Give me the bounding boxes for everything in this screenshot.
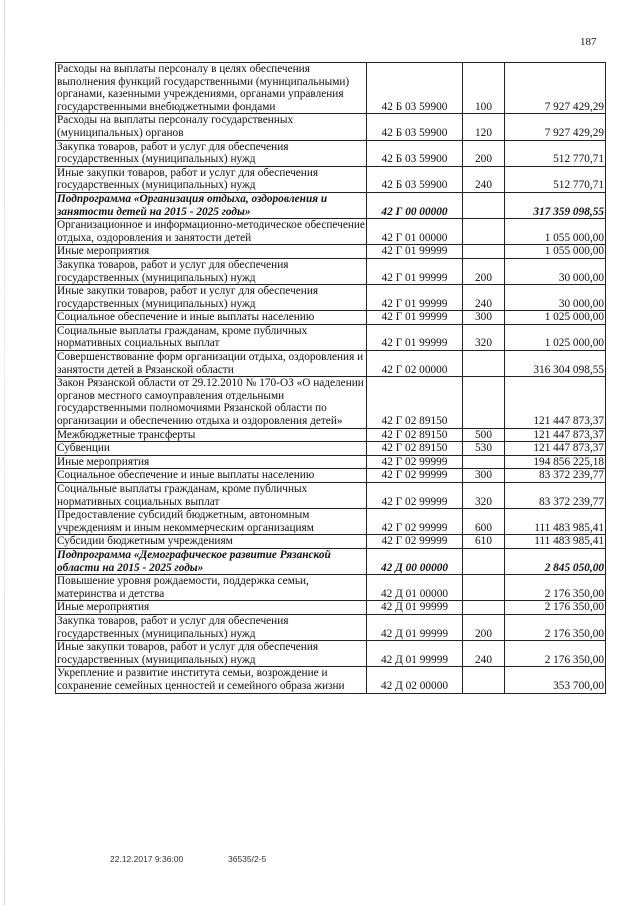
table-row xyxy=(56,258,606,284)
row-name: Социальное обеспечение и иные выплаты населению xyxy=(56,469,367,483)
row-name: Иные мероприятия xyxy=(56,245,367,259)
table-row xyxy=(56,575,606,601)
row-expense-type xyxy=(463,548,505,574)
row-name: Иные закупки товаров, работ и услуг для обеспечения государственных (муниципальных) нужд xyxy=(56,285,367,311)
row-expense-type: 200 xyxy=(463,140,505,166)
table-row xyxy=(56,245,606,259)
row-code: 42 Д 01 99999 xyxy=(367,641,463,667)
row-name: Предоставление субсидий бюджетным, автономным учреждениям и иным некоммерческим организациям xyxy=(56,509,367,535)
row-expense-type: 600 xyxy=(463,509,505,535)
row-expense-type: 300 xyxy=(463,311,505,325)
table-row xyxy=(56,166,606,192)
row-code: 42 Б 03 59900 xyxy=(367,140,463,166)
row-sum: 353 700,00 xyxy=(505,667,606,693)
row-code: 42 Г 01 99999 xyxy=(367,285,463,311)
row-name: Закупка товаров, работ и услуг для обеспечения государственных (муниципальных) нужд xyxy=(56,614,367,640)
row-code: 42 Б 03 59900 xyxy=(367,166,463,192)
table-row xyxy=(56,428,606,442)
row-sum: 512 770,71 xyxy=(505,140,606,166)
row-name: Совершенствование форм организации отдыха, оздоровления и занятости детей в Рязанской области xyxy=(56,351,367,377)
row-code: 42 Д 01 99999 xyxy=(367,601,463,615)
row-sum: 30 000,00 xyxy=(505,258,606,284)
row-sum: 7 927 429,29 xyxy=(505,63,606,114)
row-code: 42 Г 01 00000 xyxy=(367,219,463,245)
row-expense-type: 120 xyxy=(463,114,505,140)
row-expense-type: 240 xyxy=(463,166,505,192)
row-name: Социальные выплаты гражданам, кроме публичных нормативных социальных выплат xyxy=(56,483,367,509)
row-sum: 1 025 000,00 xyxy=(505,324,606,350)
row-name: Иные мероприятия xyxy=(56,455,367,469)
row-sum: 2 845 050,00 xyxy=(505,548,606,574)
row-name: Субсидии бюджетным учреждениям xyxy=(56,535,367,549)
row-expense-type xyxy=(463,667,505,693)
row-code: 42 Г 02 99999 xyxy=(367,509,463,535)
row-code: 42 Д 00 00000 xyxy=(367,548,463,574)
budget-table-body xyxy=(56,63,606,694)
row-name: Иные мероприятия xyxy=(56,601,367,615)
row-name: Иные закупки товаров, работ и услуг для обеспечения государственных (муниципальных) нужд xyxy=(56,166,367,192)
table-row xyxy=(56,614,606,640)
row-expense-type xyxy=(463,192,505,218)
table-row xyxy=(56,63,606,114)
table-row xyxy=(56,377,606,428)
row-name: Повышение уровня рождаемости, поддержка семьи, материнства и детства xyxy=(56,575,367,601)
row-expense-type: 610 xyxy=(463,535,505,549)
row-sum: 121 447 873,37 xyxy=(505,377,606,428)
footer-datetime: 22.12.2017 9:36:00 xyxy=(110,854,184,864)
row-sum: 2 176 350,00 xyxy=(505,614,606,640)
row-expense-type: 320 xyxy=(463,324,505,350)
row-code: 42 Г 01 99999 xyxy=(367,258,463,284)
table-row xyxy=(56,114,606,140)
row-name: Расходы на выплаты персоналу государственных (муниципальных) органов xyxy=(56,114,367,140)
row-sum: 30 000,00 xyxy=(505,285,606,311)
row-name: Социальные выплаты гражданам, кроме публичных нормативных социальных выплат xyxy=(56,324,367,350)
row-sum: 512 770,71 xyxy=(505,166,606,192)
row-sum: 121 447 873,37 xyxy=(505,442,606,456)
row-expense-type xyxy=(463,601,505,615)
row-expense-type xyxy=(463,219,505,245)
row-expense-type xyxy=(463,351,505,377)
row-name: Социальное обеспечение и иные выплаты населению xyxy=(56,311,367,325)
table-row xyxy=(56,442,606,456)
row-name: Подпрограмма «Демографическое развитие Рязанской области на 2015 - 2025 годы» xyxy=(56,548,367,574)
row-expense-type: 530 xyxy=(463,442,505,456)
row-code: 42 Г 02 99999 xyxy=(367,535,463,549)
table-row xyxy=(56,311,606,325)
row-expense-type: 500 xyxy=(463,428,505,442)
table-row xyxy=(56,667,606,693)
row-sum: 121 447 873,37 xyxy=(505,428,606,442)
row-name: Межбюджетные трансферты xyxy=(56,428,367,442)
table-row xyxy=(56,641,606,667)
row-code: 42 Б 03 59900 xyxy=(367,114,463,140)
row-sum: 317 359 098,55 xyxy=(505,192,606,218)
row-name: Укрепление и развитие института семьи, возрождение и сохранение семейных ценностей и семейного образа жизни xyxy=(56,667,367,693)
row-expense-type: 300 xyxy=(463,469,505,483)
row-expense-type: 200 xyxy=(463,614,505,640)
row-sum: 2 176 350,00 xyxy=(505,641,606,667)
scan-edge xyxy=(4,0,5,905)
table-row xyxy=(56,535,606,549)
row-code: 42 Б 03 59900 xyxy=(367,63,463,114)
footer-doc-code: 36535/2-5 xyxy=(228,854,267,864)
row-expense-type xyxy=(463,575,505,601)
page-number: 187 xyxy=(580,36,597,48)
row-code: 42 Д 02 00000 xyxy=(367,667,463,693)
row-code: 42 Г 02 89150 xyxy=(367,442,463,456)
row-expense-type: 240 xyxy=(463,641,505,667)
budget-table xyxy=(55,62,606,694)
row-name: Расходы на выплаты персоналу в целях обеспечения выполнения функций государственными (муниципальными) органами, казенными учреждениями, органами управления государственными внебюджетными фондами xyxy=(56,63,367,114)
row-sum: 1 025 000,00 xyxy=(505,311,606,325)
row-code: 42 Д 01 99999 xyxy=(367,614,463,640)
row-expense-type xyxy=(463,245,505,259)
row-expense-type: 320 xyxy=(463,483,505,509)
table-row xyxy=(56,351,606,377)
row-sum: 2 176 350,00 xyxy=(505,575,606,601)
row-expense-type: 240 xyxy=(463,285,505,311)
row-code: 42 Г 02 89150 xyxy=(367,428,463,442)
row-name: Закупка товаров, работ и услуг для обеспечения государственных (муниципальных) нужд xyxy=(56,140,367,166)
row-code: 42 Д 01 00000 xyxy=(367,575,463,601)
row-name: Подпрограмма «Организация отдыха, оздоровления и занятости детей на 2015 - 2025 годы» xyxy=(56,192,367,218)
row-sum: 1 055 000,00 xyxy=(505,219,606,245)
row-sum: 7 927 429,29 xyxy=(505,114,606,140)
table-row xyxy=(56,548,606,574)
row-code: 42 Г 02 89150 xyxy=(367,377,463,428)
row-expense-type: 100 xyxy=(463,63,505,114)
row-code: 42 Г 00 00000 xyxy=(367,192,463,218)
row-name: Субвенции xyxy=(56,442,367,456)
row-code: 42 Г 01 99999 xyxy=(367,324,463,350)
row-code: 42 Г 02 99999 xyxy=(367,483,463,509)
row-name: Закон Рязанской области от 29.12.2010 № 170-ОЗ «О наделении органов местного самоуправления отдельными государственными полномочиями Рязанской области по организации и обеспечению отдыха и оздоровления детей» xyxy=(56,377,367,428)
row-sum: 83 372 239,77 xyxy=(505,483,606,509)
row-sum: 2 176 350,00 xyxy=(505,601,606,615)
row-code: 42 Г 01 99999 xyxy=(367,245,463,259)
row-code: 42 Г 02 00000 xyxy=(367,351,463,377)
row-expense-type xyxy=(463,455,505,469)
table-row xyxy=(56,285,606,311)
row-expense-type xyxy=(463,377,505,428)
row-sum: 111 483 985,41 xyxy=(505,535,606,549)
row-name: Иные закупки товаров, работ и услуг для обеспечения государственных (муниципальных) нужд xyxy=(56,641,367,667)
row-sum: 316 304 098,55 xyxy=(505,351,606,377)
row-name: Закупка товаров, работ и услуг для обеспечения государственных (муниципальных) нужд xyxy=(56,258,367,284)
row-sum: 1 055 000,00 xyxy=(505,245,606,259)
row-code: 42 Г 02 99999 xyxy=(367,455,463,469)
table-row xyxy=(56,469,606,483)
table-row xyxy=(56,219,606,245)
row-sum: 194 856 225,18 xyxy=(505,455,606,469)
table-row xyxy=(56,509,606,535)
table-row xyxy=(56,601,606,615)
row-code: 42 Г 01 99999 xyxy=(367,311,463,325)
row-sum: 83 372 239,77 xyxy=(505,469,606,483)
table-row xyxy=(56,455,606,469)
row-sum: 111 483 985,41 xyxy=(505,509,606,535)
table-row xyxy=(56,324,606,350)
table-row xyxy=(56,483,606,509)
row-name: Организационное и информационно-методическое обеспечение отдыха, оздоровления и занятости детей xyxy=(57,219,365,244)
table-row xyxy=(56,192,606,218)
row-expense-type: 200 xyxy=(463,258,505,284)
row-code: 42 Г 02 99999 xyxy=(367,469,463,483)
table-row xyxy=(56,140,606,166)
